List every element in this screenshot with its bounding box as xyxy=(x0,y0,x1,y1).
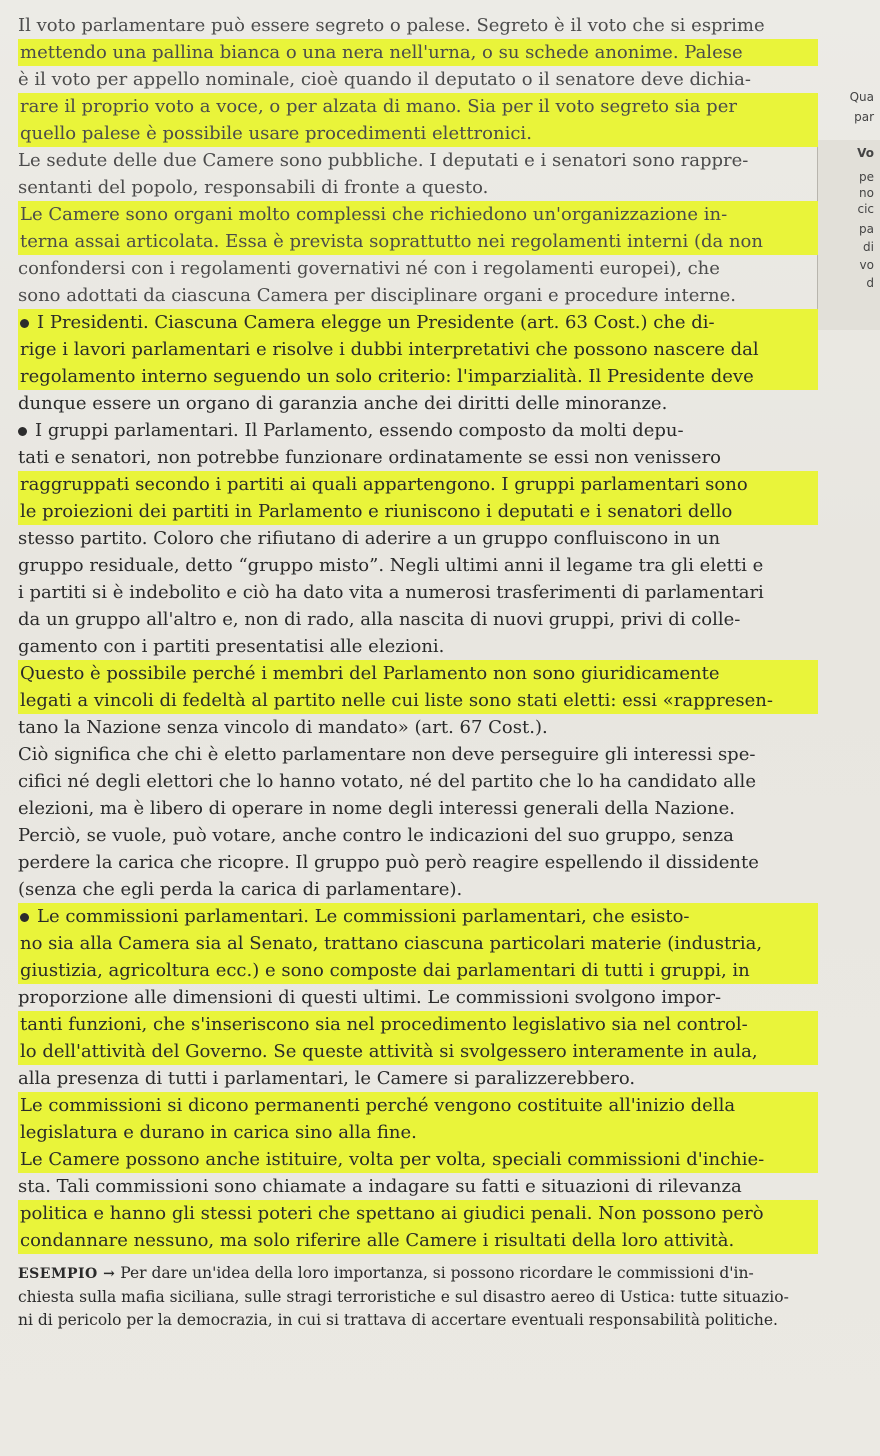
bullet-icon xyxy=(18,427,27,436)
text-line-highlighted: raggruppati secondo i partiti ai quali appartengono. I gruppi parlamentari sono xyxy=(18,471,818,498)
text-line: è il voto per appello nominale, cioè quando il deputato o il senatore deve dichia- xyxy=(18,69,751,90)
section-gruppi xyxy=(18,417,818,660)
side-word: cic xyxy=(857,202,874,216)
text-line-highlighted: giustizia, agricoltura ecc.) e sono composte dai parlamentari di tutti i gruppi, in xyxy=(18,957,818,984)
text-line: tano la Nazione senza vincolo di mandato» (art. 67 Cost.). xyxy=(18,717,548,738)
text-line-highlighted: tanti funzioni, che s'inseriscono sia nel procedimento legislativo sia nel control- xyxy=(18,1011,818,1038)
side-word: pe xyxy=(859,170,874,184)
text-line xyxy=(18,1262,818,1286)
text-line: sono adottati da ciascuna Camera per disciplinare organi e procedure interne. xyxy=(18,285,736,306)
side-word: di xyxy=(863,240,874,254)
paragraph-voto xyxy=(18,12,818,147)
paragraph-sedute xyxy=(18,147,818,201)
text-line: da un gruppo all'altro e, non di rado, alla nascita di nuovi gruppi, privi di colle- xyxy=(18,609,741,630)
text-line: i partiti si è indebolito e ciò ha dato vita a numerosi trasferimenti di parlamentari xyxy=(18,582,764,603)
esempio-label: ESEMPIO → xyxy=(18,1266,116,1282)
section-text: Le commissioni parlamentari. Le commissioni parlamentari, che esisto- xyxy=(37,906,690,927)
side-word: par xyxy=(854,110,874,124)
text-line: tati e senatori, non potrebbe funzionare ordinatamente se essi non venissero xyxy=(18,447,722,468)
text-line: dunque essere un organo di garanzia anche dei diritti delle minoranze. xyxy=(18,393,668,414)
text-line-highlighted: terna assai articolata. Essa è prevista soprattutto nei regolamenti interni (da non xyxy=(18,228,818,255)
text-line-highlighted xyxy=(18,309,818,336)
text-line-highlighted xyxy=(18,903,818,930)
text-line-highlighted: legislatura e durano in carica sino alla fine. xyxy=(18,1119,818,1146)
text-line-highlighted: rige i lavori parlamentari e risolve i dubbi interpretativi che possono nascere dal xyxy=(18,336,818,363)
text-line: proporzione alle dimensioni di questi ultimi. Le commissioni svolgono impor- xyxy=(18,987,722,1008)
text-line: alla presenza di tutti i parlamentari, le Camere si paralizzerebbero. xyxy=(18,1068,636,1089)
text-line: chiesta sulla mafia siciliana, sulle stragi terroristiche e sul disastro aereo di Ustica: tutte situazio- xyxy=(18,1287,789,1306)
text-line: Perciò, se vuole, può votare, anche contro le indicazioni del suo gruppo, senza xyxy=(18,825,734,846)
text-line-highlighted: lo dell'attività del Governo. Se queste attività si svolgessero interamente in aula, xyxy=(18,1038,818,1065)
text-line: Il voto parlamentare può essere segreto o palese. Segreto è il voto che si esprime xyxy=(18,15,765,36)
text-line-highlighted: Le Camere sono organi molto complessi che richiedono un'organizzazione in- xyxy=(18,201,818,228)
text-line: sta. Tali commissioni sono chiamate a indagare su fatti e situazioni di rilevanza xyxy=(18,1176,742,1197)
side-word: Qua xyxy=(849,90,874,104)
side-word: Vo xyxy=(857,146,874,160)
main-text xyxy=(18,12,818,1333)
text-line: sentanti del popolo, responsabili di fronte a questo. xyxy=(18,177,489,198)
side-word: d xyxy=(866,276,874,290)
text-line-highlighted: rare il proprio voto a voce, o per alzata di mano. Sia per il voto segreto sia per xyxy=(18,93,818,120)
section-presidenti xyxy=(18,309,818,417)
text-line: (senza che egli perda la carica di parlamentare). xyxy=(18,879,463,900)
text-line: cifici né degli elettori che lo hanno votato, né del partito che lo ha candidato alle xyxy=(18,771,756,792)
text-line-highlighted: mettendo una pallina bianca o una nera nell'urna, o su schede anonime. Palese xyxy=(18,39,818,66)
text-line: confondersi con i regolamenti governativi né con i regolamenti europei), che xyxy=(18,258,720,279)
text-line: ni di pericolo per la democrazia, in cui si trattava di accertare eventuali responsabilità politiche. xyxy=(18,1311,778,1329)
text-line-highlighted: le proiezioni dei partiti in Parlamento e riuniscono i deputati e i senatori dello xyxy=(18,498,818,525)
bullet-icon xyxy=(20,319,29,328)
text-line-highlighted: condannare nessuno, ma solo riferire alle Camere i risultati della loro attività. xyxy=(18,1227,818,1254)
text-line-highlighted: regolamento interno seguendo un solo criterio: l'imparzialità. Il Presidente deve xyxy=(18,363,818,390)
text-line: elezioni, ma è libero di operare in nome degli interessi generali della Nazione. xyxy=(18,798,735,819)
paragraph-speciali xyxy=(18,1146,818,1254)
text-line-highlighted: Le Camere possono anche istituire, volta per volta, speciali commissioni d'inchie- xyxy=(18,1146,818,1173)
esempio-text: Per dare un'idea della loro importanza, si possono ricordare le commissioni d'in- xyxy=(120,1264,754,1282)
section-commissioni xyxy=(18,903,818,1092)
text-line xyxy=(18,417,818,444)
text-line-highlighted: Questo è possibile perché i membri del Parlamento non sono giuridicamente xyxy=(18,660,818,687)
paragraph-cio xyxy=(18,741,818,903)
paragraph-permanenti xyxy=(18,1092,818,1146)
paragraph-organizzazione xyxy=(18,201,818,309)
side-word: vo xyxy=(859,258,874,272)
side-word: pa xyxy=(859,222,874,236)
text-line: gamento con i partiti presentatisi alle elezioni. xyxy=(18,636,445,657)
bullet-icon xyxy=(20,913,29,922)
text-line: perdere la carica che ricopre. Il gruppo può però reagire espellendo il dissidente xyxy=(18,852,759,873)
text-line-highlighted: Le commissioni si dicono permanenti perché vengono costituite all'inizio della xyxy=(18,1092,818,1119)
esempio-box xyxy=(18,1262,818,1333)
text-line-highlighted: no sia alla Camera sia al Senato, trattano ciascuna particolari materie (industria, xyxy=(18,930,818,957)
text-line: Le sedute delle due Camere sono pubbliche. I deputati e i senatori sono rappre- xyxy=(18,150,749,171)
text-line-highlighted: quello palese è possibile usare procedimenti elettronici. xyxy=(18,120,818,147)
text-line-highlighted: politica e hanno gli stessi poteri che spettano ai giudici penali. Non possono però xyxy=(18,1200,818,1227)
side-margin-column xyxy=(810,0,880,330)
side-word: no xyxy=(859,186,874,200)
text-line: Ciò significa che chi è eletto parlamentare non deve perseguire gli interessi spe- xyxy=(18,744,756,765)
text-line: gruppo residuale, detto “gruppo misto”. Negli ultimi anni il legame tra gli eletti e xyxy=(18,555,764,576)
text-line-highlighted: legati a vincoli di fedeltà al partito nelle cui liste sono stati eletti: essi «rappresen- xyxy=(18,687,818,714)
paragraph-questo xyxy=(18,660,818,741)
section-text: I Presidenti. Ciascuna Camera elegge un Presidente (art. 63 Cost.) che di- xyxy=(37,312,715,333)
text-line: stesso partito. Coloro che rifiutano di aderire a un gruppo confluiscono in un xyxy=(18,528,721,549)
section-text: I gruppi parlamentari. Il Parlamento, essendo composto da molti depu- xyxy=(35,420,684,441)
